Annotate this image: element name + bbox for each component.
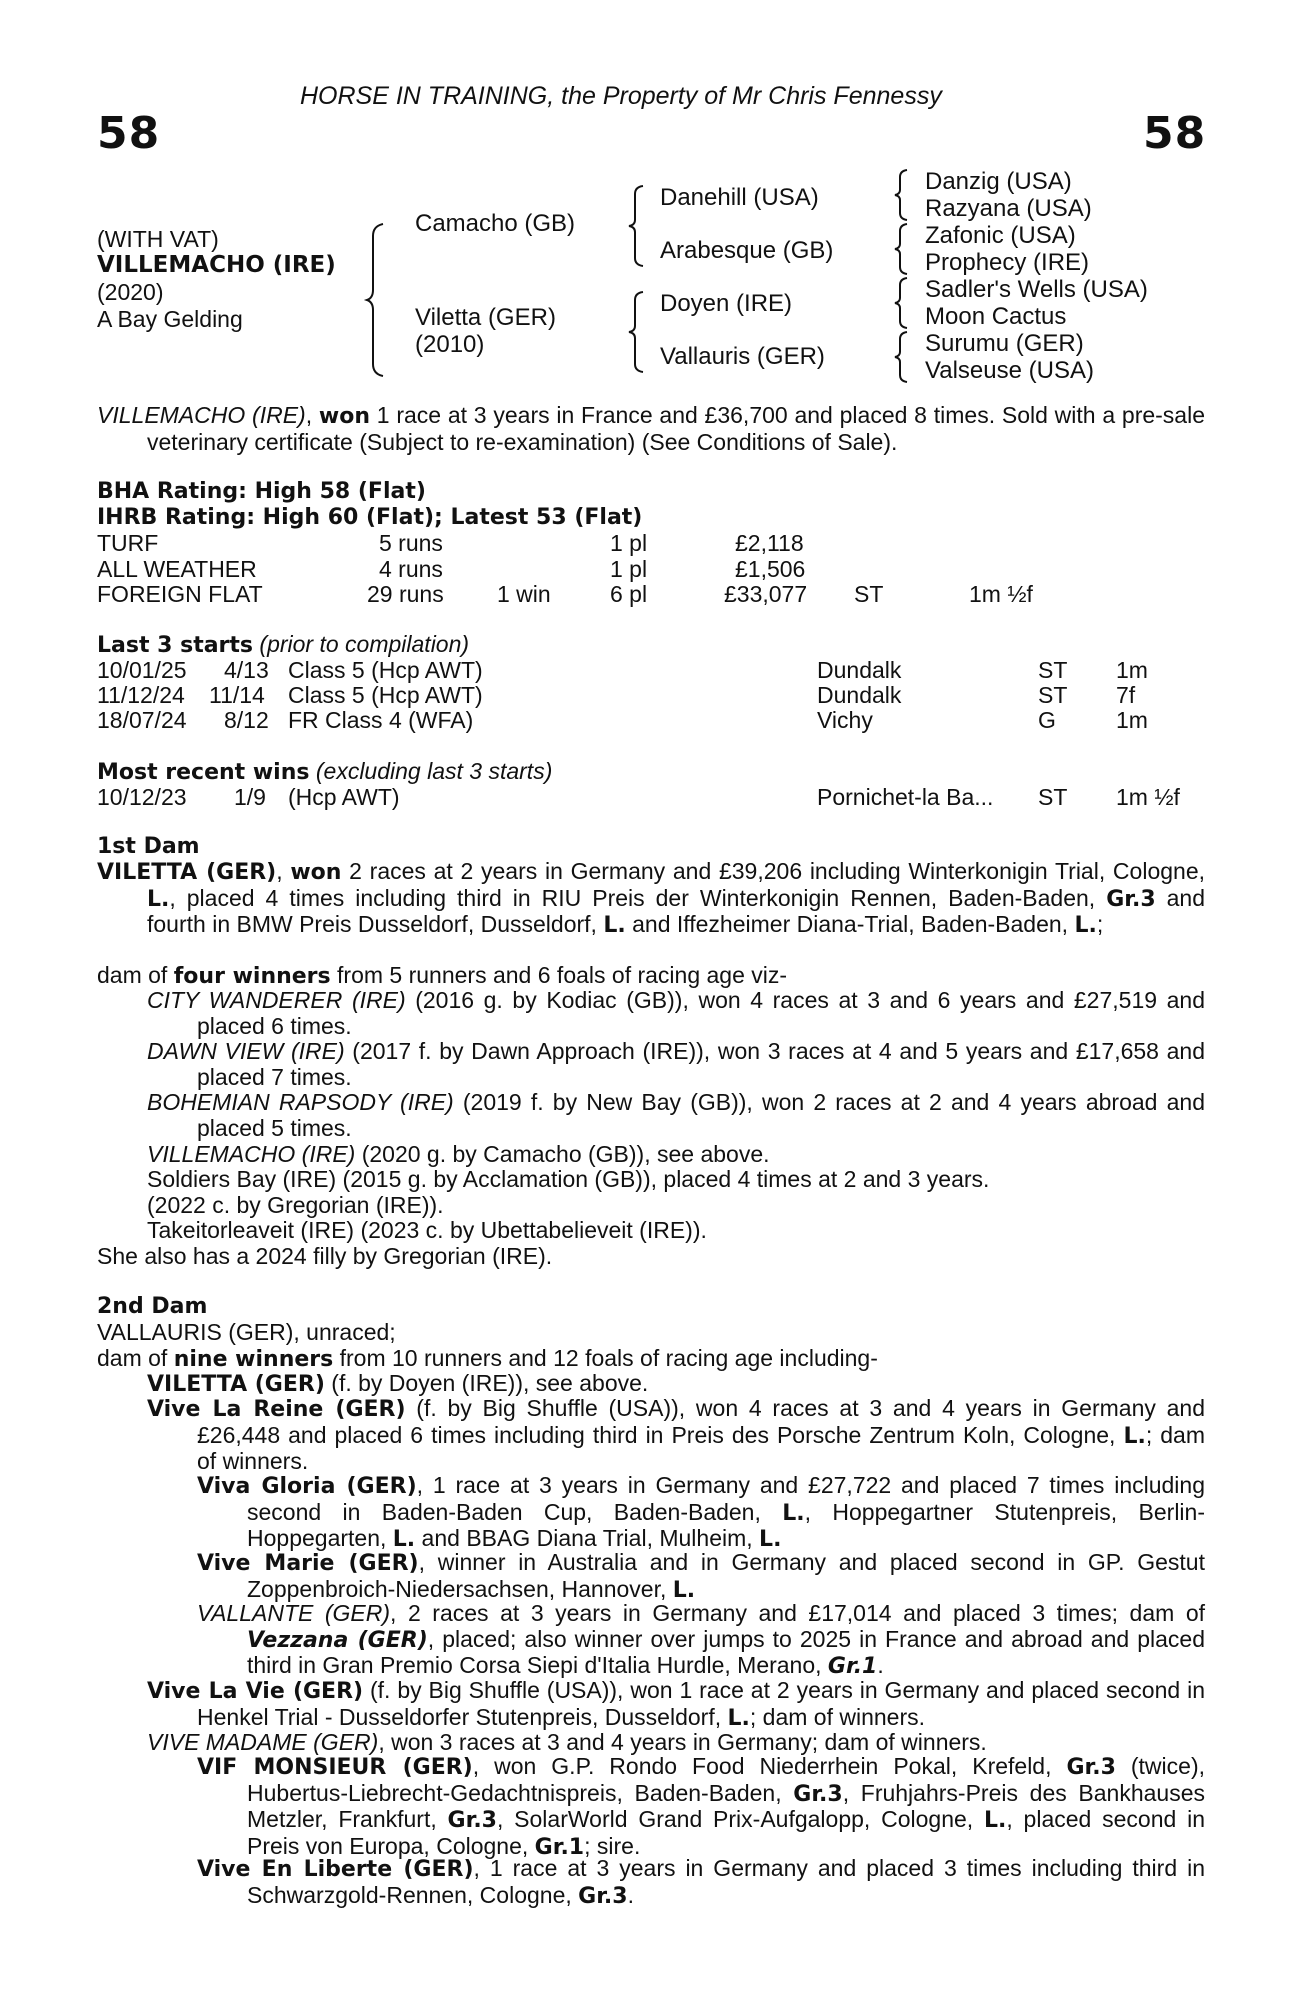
winners-count: four winners bbox=[173, 964, 331, 989]
listed-badge: L. bbox=[603, 913, 626, 939]
family-name: VILETTA (GER) bbox=[147, 1372, 325, 1397]
bha-rating: BHA Rating: High 58 (Flat) bbox=[97, 479, 426, 504]
produce-text: (2016 g. by Kodiac (GB)), won 4 races at 3 and 6 years and £27,519 and placed 6 times. bbox=[197, 987, 1206, 1039]
family-text: , Fruhjahrs-Preis des Bankhauses Metzler, Frankfurt, bbox=[247, 1779, 1205, 1833]
ratings-going: ST bbox=[854, 581, 884, 607]
pedigree-g3: Zafonic (USA) bbox=[925, 222, 1076, 249]
first-dam-paragraph: VILETTA (GER), won 2 races at 2 years in Germany and £39,206 including Winterkonigin Trial, Cologne, L., placed 4 times including third in RIU Preis der Winterkonigin Rennen, Baden-Baden, Gr.3 and fourth in BMW Preis Dusseldorf, Dusseldorf, L. and Iffezheimer Diana-Trial, Baden-Baden, L.; bbox=[97, 858, 1206, 939]
family-entry bbox=[147, 1729, 987, 1755]
family-name: VALLANTE (GER) bbox=[197, 1600, 391, 1626]
family-entry bbox=[197, 1754, 1205, 1860]
first-dam-text: 2 races at 2 years in Germany and £39,206 including Winterkonigin Trial, Cologne, bbox=[341, 858, 1205, 884]
start-going: ST bbox=[1038, 682, 1068, 708]
second-dam-produce-line bbox=[97, 1345, 878, 1373]
summary-text: 1 race at 3 years in France and £36,700 and placed 8 times. Sold with a pre-sale veterinary certificate (Subject to re-examination) (See Conditions of Sale). bbox=[147, 402, 1205, 455]
group-badge: Gr.3 bbox=[1066, 1755, 1116, 1780]
ratings-placed: 1 pl bbox=[610, 556, 648, 582]
produce-name: DAWN VIEW (IRE) bbox=[147, 1038, 345, 1064]
listed-badge: L. bbox=[983, 1808, 1007, 1834]
produce-note: She also has a 2024 filly by Gregorian (IRE). bbox=[97, 1243, 553, 1269]
start-course: Dundalk bbox=[817, 682, 902, 708]
ratings-prize: £1,506 bbox=[735, 556, 806, 582]
listed-badge: L. bbox=[782, 1500, 805, 1526]
produce-name: CITY WANDERER (IRE) bbox=[147, 987, 406, 1013]
summary-horse-name: VILLEMACHO (IRE) bbox=[97, 402, 306, 428]
ratings-runs: 5 runs bbox=[379, 530, 443, 556]
dam-of-rest: from 10 runners and 12 foals of racing age including- bbox=[333, 1345, 878, 1371]
win-position: 1/9 bbox=[234, 784, 266, 810]
ratings-wins: 1 win bbox=[497, 581, 551, 607]
win-race: (Hcp AWT) bbox=[288, 784, 400, 810]
start-position: 11/14 bbox=[209, 682, 265, 708]
group-badge: Gr.1 bbox=[827, 1654, 878, 1680]
vat-label: (WITH VAT) bbox=[97, 226, 219, 252]
ratings-surface: FOREIGN FLAT bbox=[97, 581, 263, 607]
start-date: 11/12/24 bbox=[97, 682, 185, 708]
pedigree-brace-2 bbox=[627, 184, 647, 268]
pedigree-g7: Surumu (GER) bbox=[925, 330, 1084, 357]
listed-badge: L. bbox=[147, 886, 170, 912]
family-text: (twice), Hubertus-Liebrecht-Gedachtnispreis, Baden-Baden, bbox=[247, 1753, 1205, 1806]
produce-entry bbox=[147, 1090, 1205, 1141]
start-position: 8/12 bbox=[224, 707, 269, 733]
group-badge: Gr.3 bbox=[1106, 886, 1156, 912]
horse-name: VILLEMACHO (IRE) bbox=[97, 252, 336, 278]
second-dam-heading: 2nd Dam bbox=[97, 1294, 208, 1319]
last-start-row bbox=[97, 707, 1207, 733]
family-name: Vive La Vie (GER) bbox=[147, 1679, 364, 1704]
pedigree-g1: Danzig (USA) bbox=[925, 168, 1072, 195]
pedigree-sire-dam: Arabesque (GB) bbox=[660, 237, 834, 264]
ratings-prize: £2,118 bbox=[735, 530, 804, 556]
first-dam-produce-line bbox=[97, 962, 787, 990]
summary-won: won bbox=[318, 404, 370, 429]
start-distance: 7f bbox=[1116, 682, 1136, 708]
ratings-row-turf bbox=[97, 530, 1207, 556]
produce-entry: (2022 c. by Gregorian (IRE)). bbox=[147, 1192, 444, 1218]
first-dam-text: and Iffezheimer Diana-Trial, Baden-Baden, bbox=[625, 911, 1075, 938]
family-entry bbox=[147, 1370, 648, 1398]
horse-year: (2020) bbox=[97, 279, 164, 305]
dam-of-label: dam of bbox=[97, 1345, 174, 1371]
page-title: HORSE IN TRAINING, the Property of Mr Chris Fennessy bbox=[300, 82, 942, 110]
listed-badge: L. bbox=[1123, 1423, 1146, 1449]
family-text: , placed second in Preis von Europa, Cologne, bbox=[247, 1806, 1206, 1859]
ratings-surface: ALL WEATHER bbox=[97, 556, 257, 582]
win-course: Pornichet-la Ba... bbox=[817, 784, 994, 810]
pedigree-brace-4 bbox=[893, 168, 911, 222]
pedigree-dam: Viletta (GER) bbox=[415, 304, 556, 331]
recent-wins-heading bbox=[97, 758, 552, 786]
pedigree-sire-sire: Danehill (USA) bbox=[660, 184, 819, 211]
pedigree-sire: Camacho (GB) bbox=[415, 210, 576, 237]
first-dam-text: ; bbox=[1096, 911, 1104, 938]
win-date: 10/12/23 bbox=[97, 784, 187, 810]
pedigree-brace-1 bbox=[365, 222, 387, 378]
start-distance: 1m bbox=[1116, 707, 1148, 733]
family-text: (f. by Big Shuffle (USA)), won 4 races at 3 and 4 years in Germany and £26,448 and placed 6 times including third in Preis des Porsche Zentrum Koln, Cologne, bbox=[197, 1395, 1206, 1448]
group-badge: Gr.3 bbox=[793, 1781, 843, 1807]
ratings-prize: £33,077 bbox=[724, 581, 808, 607]
lot-number-right: 58 bbox=[1143, 108, 1207, 159]
family-text: ; sire. bbox=[584, 1832, 641, 1859]
produce-entry bbox=[147, 988, 1205, 1039]
first-dam-name: VILETTA (GER) bbox=[97, 860, 277, 885]
family-text: , won G.P. Rondo Food Niederrhein Pokal, Krefeld, bbox=[472, 1753, 1067, 1779]
ratings-runs: 4 runs bbox=[379, 556, 443, 582]
start-going: G bbox=[1038, 707, 1056, 733]
family-name: VIF MONSIEUR (GER) bbox=[197, 1755, 473, 1780]
pedigree-dam-sire: Doyen (IRE) bbox=[660, 290, 793, 317]
pedigree-g6: Moon Cactus bbox=[925, 303, 1067, 330]
family-text: , 1 race at 3 years in Germany and placed 3 times including third in Schwarzgold-Rennen, Cologne, bbox=[247, 1855, 1205, 1908]
family-text: . bbox=[877, 1652, 884, 1679]
family-text: ; dam of winners. bbox=[197, 1421, 1205, 1475]
pedigree-dam-dam: Vallauris (GER) bbox=[660, 343, 825, 370]
pedigree-brace-3 bbox=[627, 290, 647, 374]
pedigree-brace-6 bbox=[893, 276, 911, 330]
produce-name: BOHEMIAN RAPSODY (IRE) bbox=[147, 1089, 454, 1115]
summary-paragraph: VILLEMACHO (IRE), won 1 race at 3 years in France and £36,700 and placed 8 times. Sold with a pre-sale veterinary certificate (Subject to re-examination) (See Conditions of Sale). bbox=[97, 402, 1205, 455]
lot-number-left: 58 bbox=[97, 108, 161, 159]
ratings-row-all-weather bbox=[97, 556, 1207, 582]
pedigree-dam-year: (2010) bbox=[415, 331, 485, 358]
group-badge: Gr.3 bbox=[578, 1883, 628, 1909]
pedigree-g2: Razyana (USA) bbox=[925, 195, 1092, 222]
listed-badge: L. bbox=[759, 1527, 782, 1553]
family-text: , 1 race at 3 years in Germany and £27,722 and placed 7 times including second in Baden-Baden Cup, Baden-Baden, bbox=[247, 1472, 1205, 1525]
produce-entry bbox=[147, 1039, 1205, 1090]
pedigree-g5: Sadler's Wells (USA) bbox=[925, 276, 1148, 303]
family-text: (f. by Big Shuffle (USA)), won 1 race at 2 years in Germany and placed second in Henkel Trial - Dusseldorfer Stutenpreis, Dusseldorf, bbox=[197, 1677, 1205, 1730]
family-entry bbox=[197, 1473, 1205, 1553]
family-text: (f. by Doyen (IRE)), see above. bbox=[324, 1370, 649, 1396]
start-position: 4/13 bbox=[224, 657, 269, 683]
start-distance: 1m bbox=[1116, 657, 1148, 683]
start-date: 18/07/24 bbox=[97, 707, 187, 733]
produce-entry bbox=[147, 1141, 770, 1167]
family-text: and BBAG Diana Trial, Mulheim, bbox=[415, 1525, 760, 1552]
ratings-placed: 6 pl bbox=[610, 581, 648, 607]
last-starts-heading bbox=[97, 631, 469, 659]
second-dam-line: VALLAURIS (GER), unraced; bbox=[97, 1319, 396, 1345]
produce-entry: Soldiers Bay (IRE) (2015 g. by Acclamation (GB)), placed 4 times at 2 and 3 years. bbox=[147, 1166, 990, 1192]
first-dam-won: won bbox=[290, 860, 342, 885]
last-starts-note: (prior to compilation) bbox=[253, 631, 470, 657]
first-dam-text: and fourth in BMW Preis Dusseldorf, Dusseldorf, bbox=[147, 884, 1206, 938]
group-badge: Gr.1 bbox=[534, 1834, 585, 1860]
win-distance: 1m ½f bbox=[1116, 784, 1180, 810]
family-name: Vive En Liberte (GER) bbox=[197, 1857, 474, 1882]
listed-badge: L. bbox=[727, 1705, 750, 1731]
family-text: , Hoppegartner Stutenpreis, Berlin-Hoppegarten, bbox=[247, 1498, 1205, 1552]
ratings-distance: 1m ½f bbox=[969, 581, 1033, 607]
last-start-row bbox=[97, 682, 1207, 708]
winners-count: nine winners bbox=[173, 1347, 334, 1372]
family-text: , SolarWorld Grand Prix-Aufgalopp, Cologne, bbox=[496, 1806, 984, 1833]
dam-of-rest: from 5 runners and 6 foals of racing age viz- bbox=[330, 962, 788, 988]
family-text: , winner in Australia and in Germany and placed second in GP. Gestut Zoppenbroich-Niedersachsen, Hannover, bbox=[247, 1549, 1205, 1602]
pedigree-g4: Prophecy (IRE) bbox=[925, 249, 1090, 276]
pedigree-brace-7 bbox=[893, 330, 911, 384]
family-text: ; dam of winners. bbox=[749, 1703, 926, 1730]
family-name: VIVE MADAME (GER) bbox=[147, 1729, 379, 1755]
produce-text: (2017 f. by Dawn Approach (IRE)), won 3 races at 4 and 5 years and £17,658 and placed 7 times. bbox=[197, 1038, 1205, 1090]
last-starts-title: Last 3 starts bbox=[97, 633, 254, 658]
start-date: 10/01/25 bbox=[97, 657, 187, 683]
family-entry bbox=[197, 1550, 1205, 1603]
first-dam-heading: 1st Dam bbox=[97, 834, 200, 859]
pedigree-g8: Valseuse (USA) bbox=[925, 357, 1094, 384]
family-text: . bbox=[627, 1881, 634, 1908]
recent-win-row bbox=[97, 784, 1207, 810]
family-entry bbox=[147, 1396, 1205, 1475]
pedigree-brace-5 bbox=[893, 222, 911, 276]
start-race: Class 5 (Hcp AWT) bbox=[288, 682, 483, 708]
win-going: ST bbox=[1038, 784, 1068, 810]
ihrb-rating: IHRB Rating: High 60 (Flat); Latest 53 (Flat) bbox=[97, 505, 643, 530]
ratings-surface: TURF bbox=[97, 530, 159, 556]
ratings-placed: 1 pl bbox=[610, 530, 648, 556]
produce-text: (2020 g. by Camacho (GB)), see above. bbox=[355, 1141, 770, 1167]
dam-of-label: dam of bbox=[97, 962, 174, 988]
family-name: Vezzana (GER) bbox=[247, 1627, 428, 1653]
produce-entry: Takeitorleaveit (IRE) (2023 c. by Ubettabelieveit (IRE)). bbox=[147, 1217, 707, 1243]
start-going: ST bbox=[1038, 657, 1068, 683]
first-dam-text: , placed 4 times including third in RIU Preis der Winterkonigin Rennen, Baden-Baden, bbox=[169, 884, 1107, 911]
family-name: Viva Gloria (GER) bbox=[197, 1474, 417, 1499]
family-name: Vive Marie (GER) bbox=[197, 1551, 419, 1576]
ratings-row-foreign-flat bbox=[97, 581, 1207, 607]
listed-badge: L. bbox=[672, 1577, 696, 1603]
last-start-row bbox=[97, 657, 1207, 683]
group-badge: Gr.3 bbox=[447, 1808, 497, 1834]
family-name: Vive La Reine (GER) bbox=[147, 1397, 406, 1422]
start-race: FR Class 4 (WFA) bbox=[288, 707, 474, 733]
family-text: , 2 races at 3 years in Germany and £17,014 and placed 3 times; dam of bbox=[390, 1600, 1205, 1626]
ratings-runs: 29 runs bbox=[367, 581, 444, 607]
produce-text: (2019 f. by New Bay (GB)), won 2 races at 2 and 4 years abroad and placed 5 times. bbox=[197, 1089, 1205, 1141]
recent-wins-note: (excluding last 3 starts) bbox=[309, 758, 553, 784]
horse-description: A Bay Gelding bbox=[97, 306, 243, 332]
produce-name: VILLEMACHO (IRE) bbox=[147, 1141, 356, 1167]
recent-wins-title: Most recent wins bbox=[97, 760, 310, 785]
family-entry bbox=[147, 1678, 1205, 1731]
family-text: , won 3 races at 3 and 4 years in Germany; dam of winners. bbox=[378, 1729, 987, 1755]
start-course: Dundalk bbox=[817, 657, 902, 683]
listed-badge: L. bbox=[1074, 913, 1097, 939]
start-race: Class 5 (Hcp AWT) bbox=[288, 657, 483, 683]
family-entry bbox=[197, 1601, 1205, 1680]
family-text: , placed; also winner over jumps to 2025 in France and abroad and placed third in Gran Premio Corsa Siepi d'Italia Hurdle, Merano, bbox=[247, 1625, 1205, 1679]
listed-badge: L. bbox=[392, 1527, 416, 1553]
family-entry bbox=[197, 1856, 1205, 1909]
start-course: Vichy bbox=[817, 707, 873, 733]
